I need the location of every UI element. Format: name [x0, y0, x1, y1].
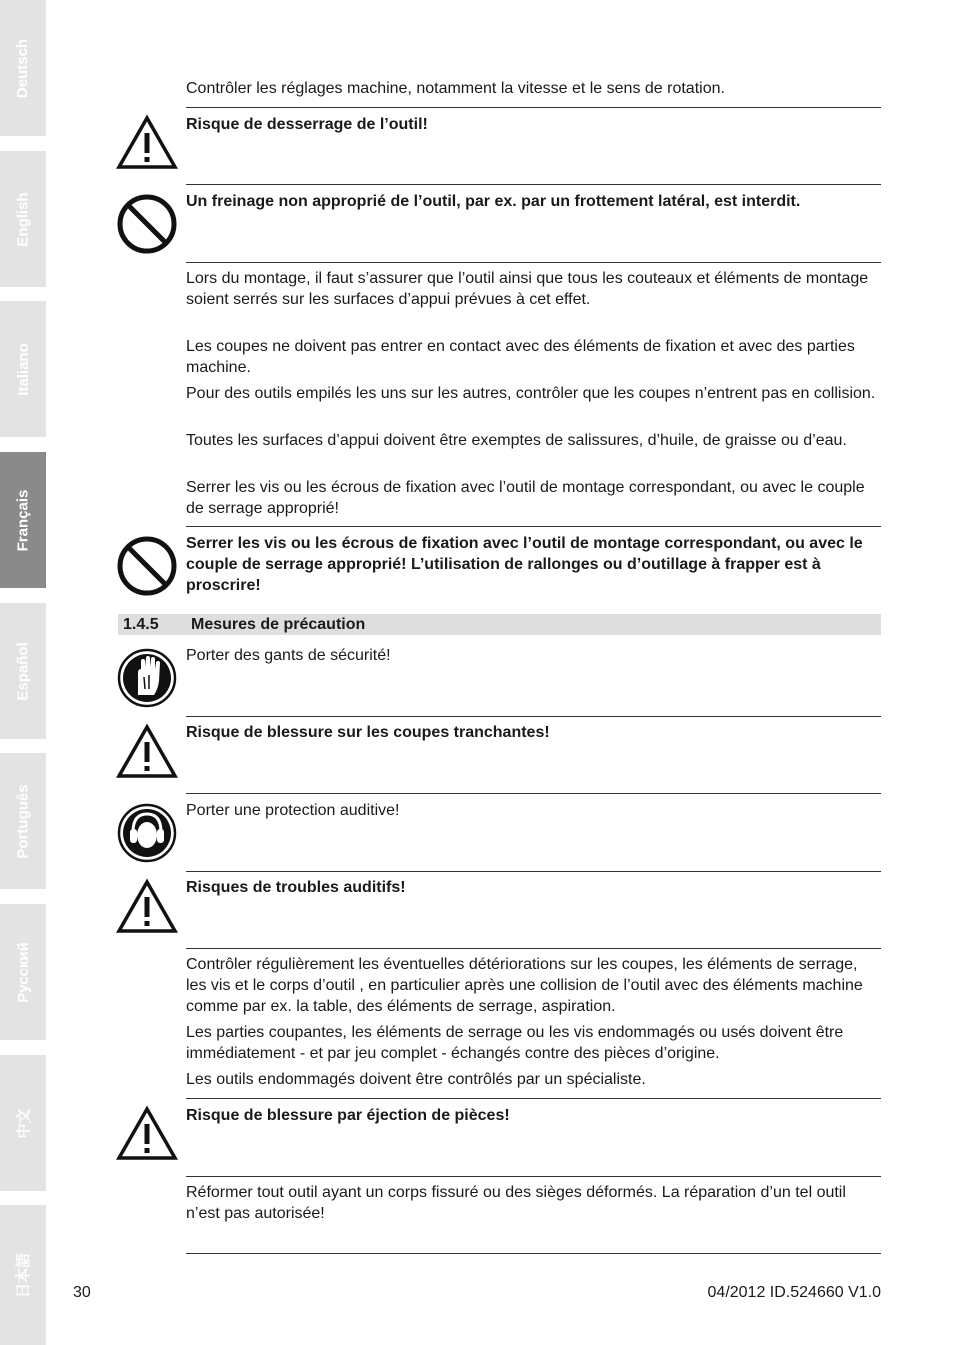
- prohibition-icon: [116, 535, 178, 597]
- surfaces-paragraph: Toutes les surfaces d’appui doivent être exemptes de salissures, d’huile, de graisse ou d’eau.: [186, 432, 847, 449]
- ear-protection-icon: [116, 802, 178, 864]
- prohibit-braking-text: Un freinage non approprié de l’outil, par ex. par un frottement latéral, est interdit.: [186, 193, 801, 210]
- divider: [186, 184, 881, 185]
- divider: [186, 262, 881, 263]
- page-number: 30: [73, 1284, 91, 1301]
- divider: [186, 1098, 881, 1099]
- divider: [186, 948, 881, 949]
- tab-deutsch[interactable]: Deutsch: [0, 0, 46, 136]
- prohibition-icon: [116, 193, 178, 255]
- divider: [186, 716, 881, 717]
- warning-triangle-icon: [116, 876, 178, 938]
- mounting-paragraph: Lors du montage, il faut s’assurer que l’outil ainsi que tous les couteaux et éléments de montage soient serrés sur les surfaces d’appui prévues à cet effet.: [186, 270, 869, 308]
- warning-loosening-text: Risque de desserrage de l’outil!: [186, 116, 428, 133]
- warning-triangle-icon: [116, 721, 178, 783]
- document-id: 04/2012 ID.524660 V1.0: [707, 1284, 881, 1301]
- warning-ejection-text: Risque de blessure par éjection de pièces!: [186, 1107, 510, 1124]
- warning-triangle-icon: [116, 112, 178, 174]
- stacked-paragraph: Pour des outils empilés les uns sur les autres, contrôler que les coupes n’entrent pas en collision.: [186, 385, 876, 402]
- warning-triangle-icon: [116, 1103, 178, 1165]
- contact-paragraph: Les coupes ne doivent pas entrer en contact avec des éléments de fixation et avec des parties machine.: [186, 338, 855, 376]
- divider: [186, 526, 881, 527]
- tab-espanol[interactable]: Español: [0, 603, 46, 739]
- screws-paragraph: Serrer les vis ou les écrous de fixation avec l’outil de montage correspondant, ou avec le couple de serrage approprié!: [186, 479, 865, 517]
- specialist-paragraph: Les outils endommagés doivent être contrôlés par un spécialiste.: [186, 1071, 646, 1088]
- tab-italiano[interactable]: Italiano: [0, 301, 46, 437]
- tab-francais[interactable]: Français: [0, 452, 46, 588]
- divider: [186, 1253, 881, 1254]
- tab-chinese[interactable]: 中文: [0, 1055, 46, 1191]
- language-tabs: [0, 0, 46, 1345]
- reform-paragraph: Réformer tout outil ayant un corps fissuré ou des sièges déformés. La réparation d’un tel outil n’est pas autorisée!: [186, 1184, 846, 1222]
- section-heading: [118, 614, 881, 635]
- prohibit-extensions-text: Serrer les vis ou les écrous de fixation avec l’outil de montage correspondant, ou avec le couple de serrage approprié! L’utilisation de rallonges ou d’outillage à frapper est à proscrire!: [186, 535, 863, 594]
- section-title: Mesures de précaution: [191, 616, 366, 633]
- damaged-paragraph: Les parties coupantes, les éléments de serrage ou les vis endommagés ou usés doivent être immédiatement - et par jeu complet - échangés contre des pièces d’origine.: [186, 1024, 844, 1062]
- divider: [186, 107, 881, 108]
- divider: [186, 1176, 881, 1177]
- tab-russian[interactable]: Русский: [0, 904, 46, 1040]
- tab-japanese[interactable]: 日本語: [0, 1205, 46, 1345]
- gloves-text: Porter des gants de sécurité!: [186, 647, 391, 664]
- safety-gloves-icon: [116, 647, 178, 709]
- warning-hearing-text: Risques de troubles auditifs!: [186, 879, 406, 896]
- check-paragraph: Contrôler régulièrement les éventuelles détériorations sur les coupes, les éléments de serrage, les vis et le corps d’outil , en particulier après une collision de l’outil avec des éléments machine comme par ex. la table, des éléments de serrage, aspiration.: [186, 956, 863, 1015]
- tab-english[interactable]: English: [0, 151, 46, 287]
- divider: [186, 871, 881, 872]
- section-number: 1.4.5: [123, 616, 159, 633]
- tab-portugues[interactable]: Português: [0, 753, 46, 889]
- hearing-text: Porter une protection auditive!: [186, 802, 400, 819]
- intro-paragraph: Contrôler les réglages machine, notamment la vitesse et le sens de rotation.: [186, 80, 725, 97]
- warning-cuts-text: Risque de blessure sur les coupes tranchantes!: [186, 724, 550, 741]
- divider: [186, 793, 881, 794]
